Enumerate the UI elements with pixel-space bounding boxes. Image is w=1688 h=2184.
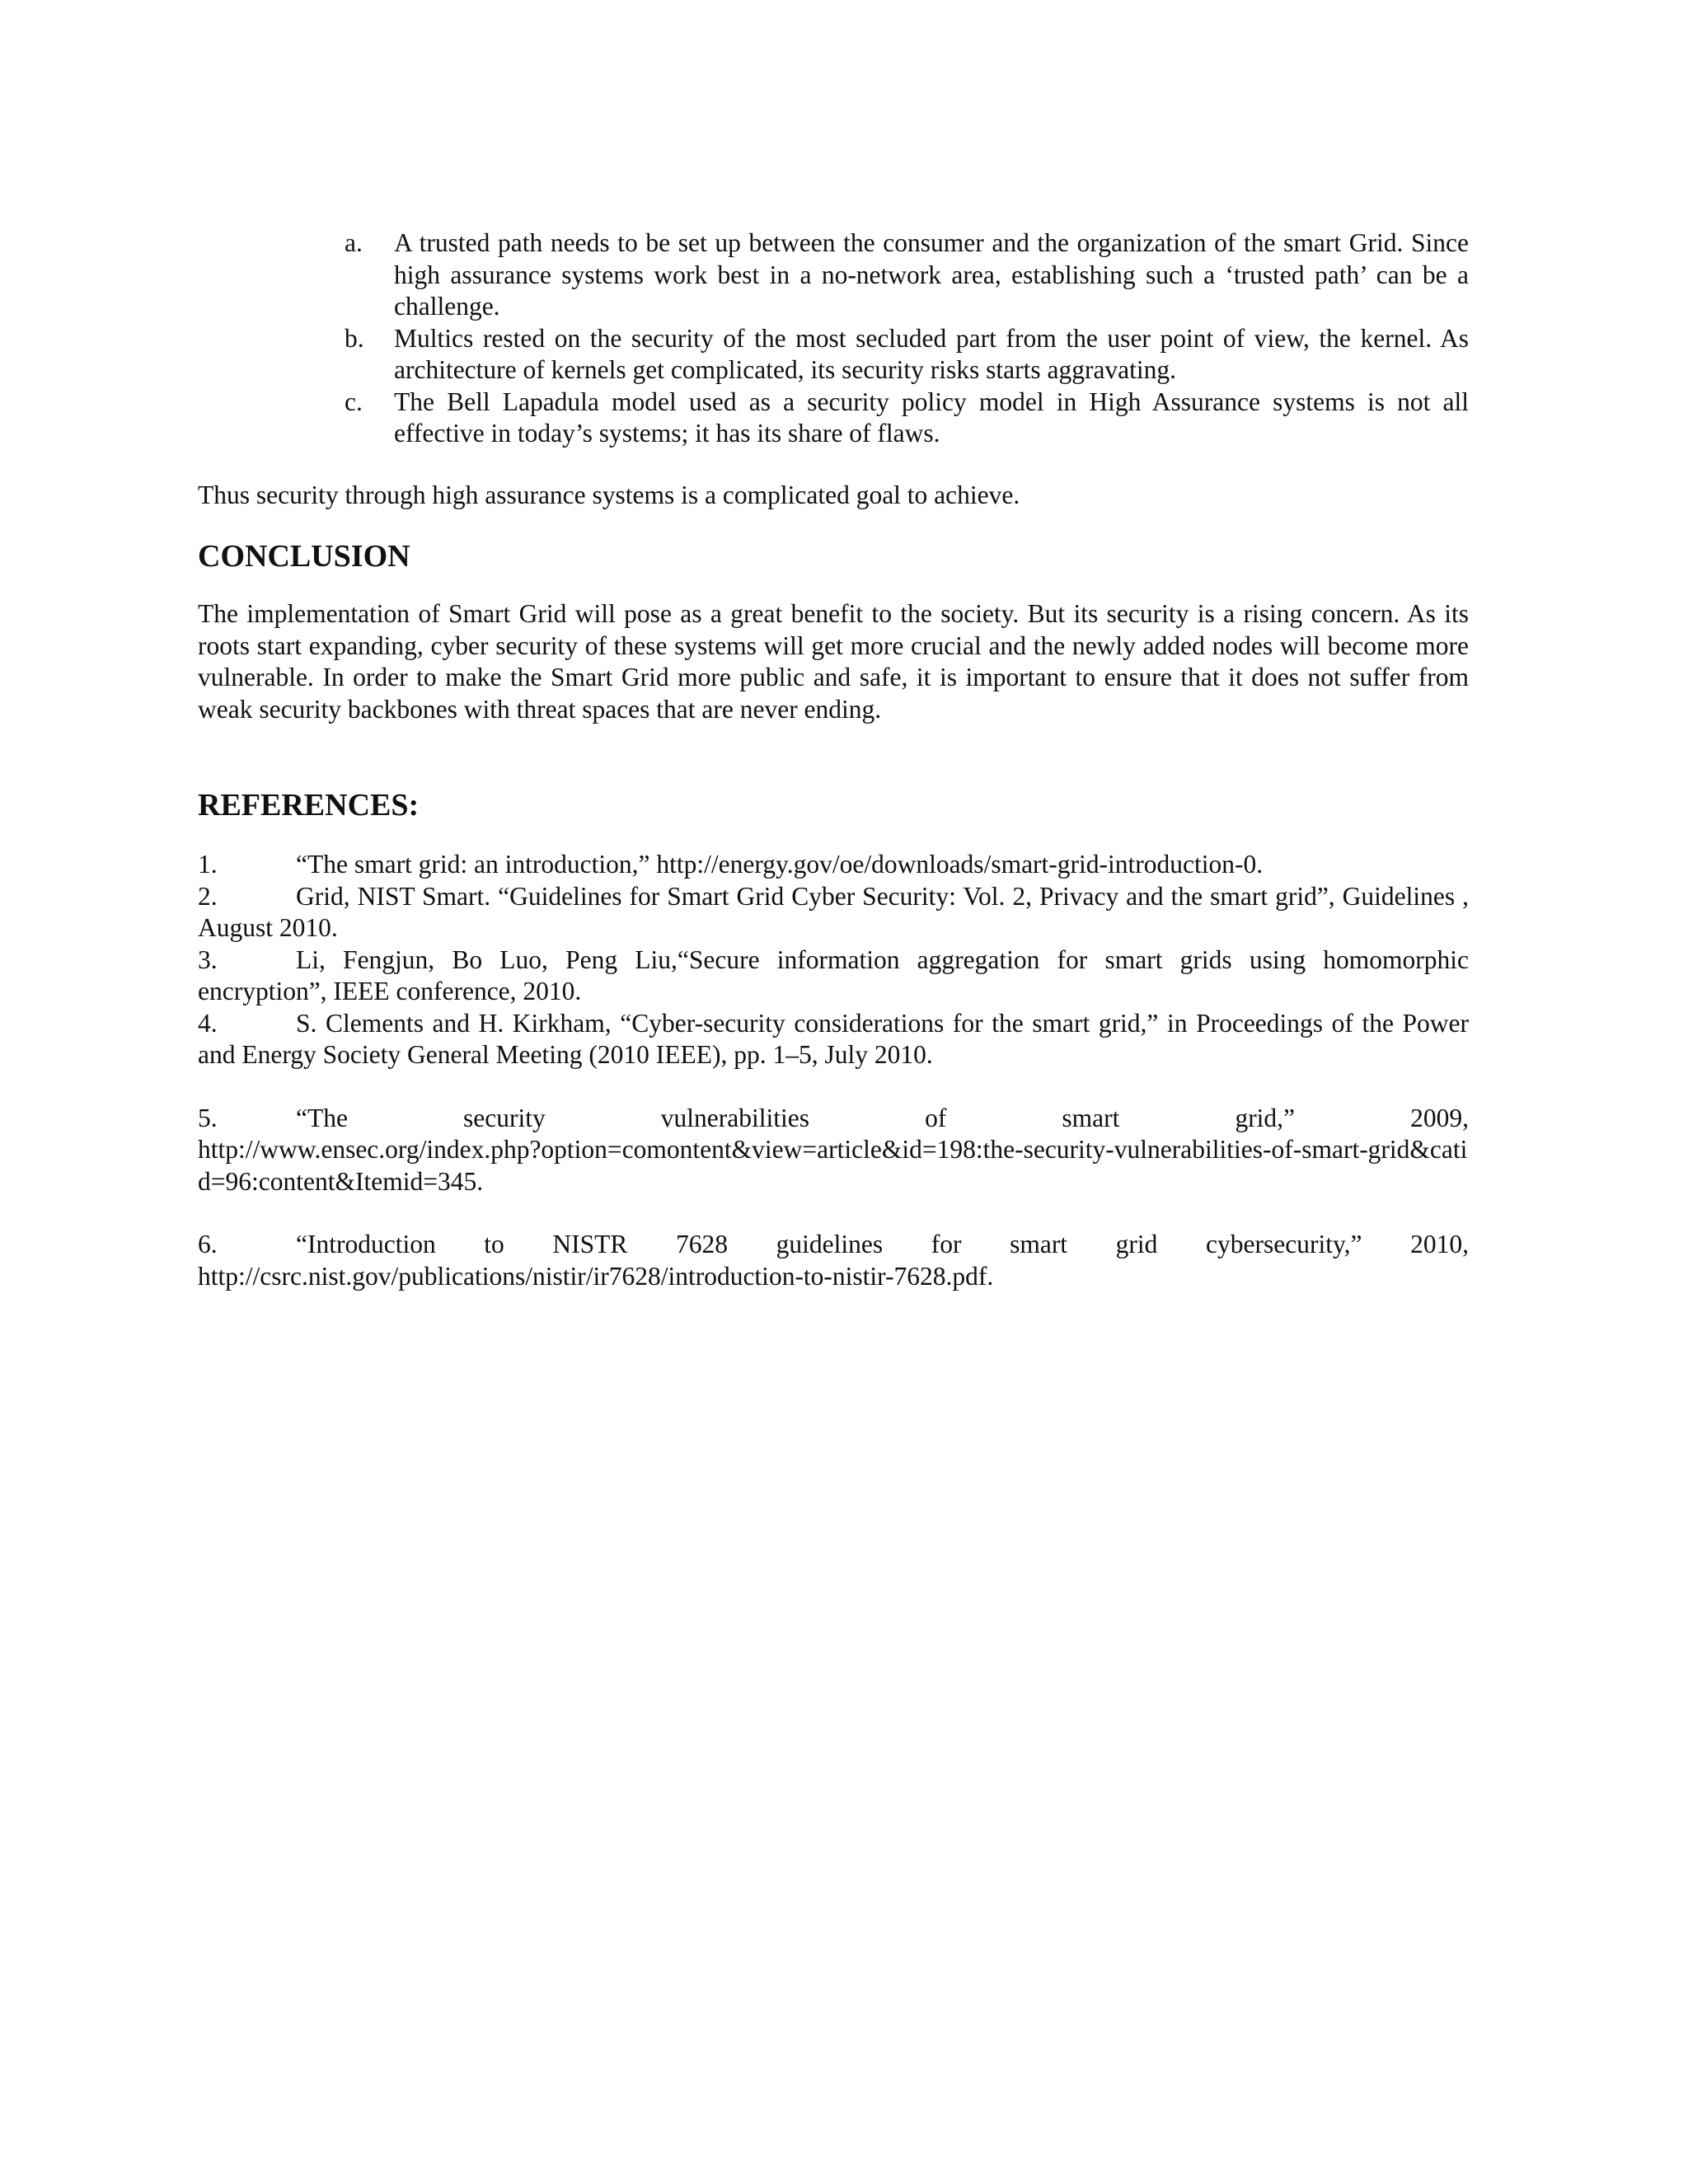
list-marker: c. [345, 387, 363, 416]
reference-text: “Introduction to NISTR 7628 guidelines for smart grid cybersecurity,” 2010, [296, 1230, 1469, 1258]
list-item-text: The Bell Lapadula model used as a security policy model in High Assurance systems is not all effective in today’s systems; it has its share of flaws. [394, 387, 1469, 448]
references-list [198, 849, 1469, 1292]
reference-number: 3. [198, 944, 218, 974]
reference-number: 4. [198, 1008, 218, 1038]
reference-item [198, 1103, 1469, 1198]
reference-text: “The security vulnerabilities of smart grid,” 2009, [296, 1103, 1469, 1132]
reference-url: http://www.ensec.org/index.php?option=comontent&view=article&id=198:the-security-vulnerabilities-of-smart-grid&catid=96:content&Itemid=345. [198, 1135, 1468, 1196]
reference-url: http://csrc.nist.gov/publications/nistir/ir7628/introduction-to-nistir-7628.pdf. [198, 1261, 994, 1291]
reference-text: Grid, NIST Smart. “Guidelines for Smart Grid Cyber Security: Vol. 2, Privacy and the smart grid”, Guidelines , August 2010. [198, 881, 1469, 942]
reference-item [198, 881, 1469, 944]
reference-number: 6. [198, 1230, 218, 1258]
conclusion-paragraph: The implementation of Smart Grid will pose as a great benefit to the society. But its security is a rising concern. As its roots start expanding, cyber security of these systems will get more crucial and the newly added nodes will become more vulnerable. In order to make the Smart Grid more public and safe, it is important to ensure that it does not suffer from weak security backbones with threat spaces that are never ending. [198, 599, 1469, 724]
list-item [198, 387, 1469, 450]
reference-first-line [198, 1229, 1469, 1261]
list-item-text: Multics rested on the security of the most secluded part from the user point of view, the kernel. As architecture of kernels get complicated, its security risks starts aggravating. [394, 323, 1469, 384]
lettered-list [198, 227, 1469, 450]
conclusion-heading: CONCLUSION [198, 539, 410, 574]
list-item-text: A trusted path needs to be set up between the consumer and the organization of the smart Grid. Since high assurance systems work best in a no-network area, establishing such a ‘trusted path’ can be a challenge. [394, 228, 1469, 321]
reference-item [198, 1229, 1469, 1292]
reference-number: 2. [198, 881, 218, 911]
reference-number: 1. [198, 850, 218, 879]
reference-first-line [198, 1103, 1469, 1135]
document-page [198, 227, 1469, 1292]
references-heading: REFERENCES: [198, 788, 420, 823]
list-item [198, 227, 1469, 323]
reference-text: Li, Fengjun, Bo Luo, Peng Liu,“Secure information aggregation for smart grids using homomorphic encryption”, IEEE conference, 2010. [198, 944, 1469, 1005]
list-marker: a. [345, 228, 363, 257]
reference-item [198, 1008, 1469, 1071]
summary-paragraph: Thus security through high assurance systems is a complicated goal to achieve. [198, 480, 1020, 509]
list-marker: b. [345, 323, 364, 353]
reference-text: S. Clements and H. Kirkham, “Cyber-security considerations for the smart grid,” in Proceedings of the Power and Energy Society General Meeting (2010 IEEE), pp. 1–5, July 2010. [198, 1008, 1469, 1069]
reference-text: “The smart grid: an introduction,” http://energy.gov/oe/downloads/smart-grid-introduction-0. [296, 850, 1264, 879]
reference-number: 5. [198, 1103, 218, 1132]
reference-item [198, 849, 1469, 881]
reference-item [198, 944, 1469, 1008]
list-item [198, 323, 1469, 387]
